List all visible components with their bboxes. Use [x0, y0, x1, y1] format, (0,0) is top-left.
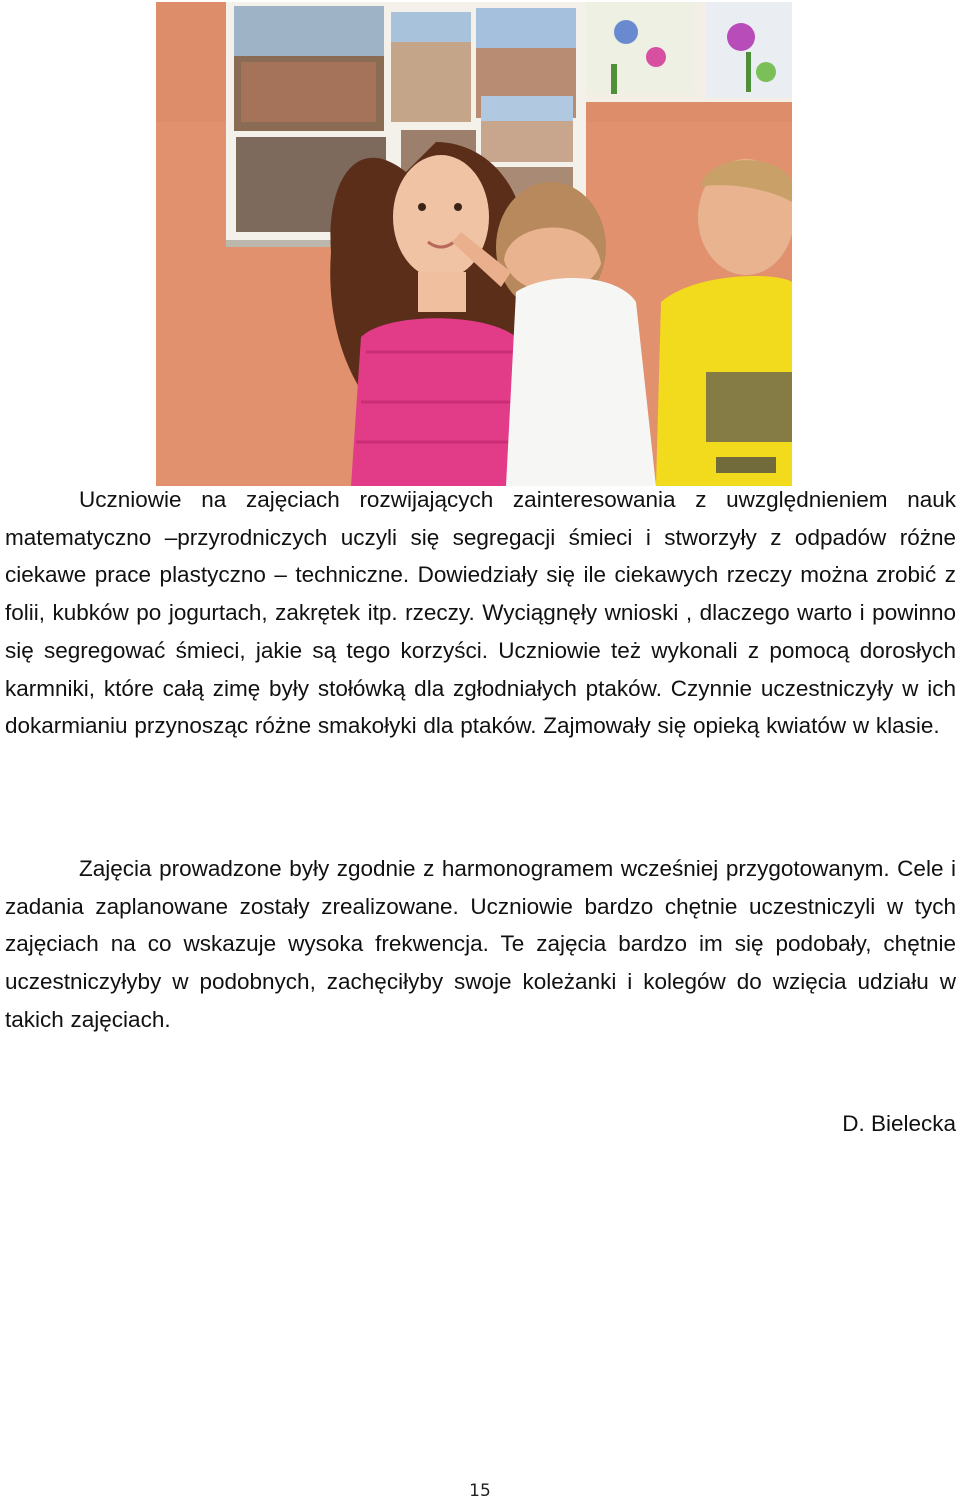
author-signature: D. Bielecka [842, 1111, 956, 1136]
paragraph-activities: Uczniowie na zajęciach rozwijających zainteresowania z uwzględnieniem nauk matematyczno –przyrodniczych uczyli się segregacji śmieci i stworzyły z odpadów różne ciekawe prace plastyczno – techniczne. Dowiedziały się ile ciekawych rzeczy można zrobić z folii, kubków po jogurtach, zakrętek itp. rzeczy. Wyciągnęły wnioski , dlaczego warto i powinno się segregować śmieci, jakie są tego korzyści. Uczniowie też wykonali z pomocą dorosłych karmniki, które całą zimę były stołówką dla zgłodniałych ptaków. Czynnie uczestniczyły w ich dokarmianiu przynosząc różne smakołyki dla ptaków. Zajmowały się opieką kwiatów w klasie. [5, 487, 956, 739]
paragraph-summary: Zajęcia prowadzone były zgodnie z harmonogramem wcześniej przygotowanym. Cele i zadania zaplanowane zostały zrealizowane. Uczniowie bardzo chętnie uczestniczyli w tych zajęciach na co wskazuje wysoka frekwencja. Te zajęcia bardzo im się podobały, chętnie uczestniczyłyby w podobnych, zachęciłyby swoje koleżanki i kolegów do wzięcia udziału w takich zajęciach. [5, 856, 956, 1032]
girl-figure [330, 142, 531, 486]
classroom-photo [156, 2, 792, 486]
children-drawings-poster [576, 2, 792, 102]
page-number: 15 [469, 1481, 491, 1501]
